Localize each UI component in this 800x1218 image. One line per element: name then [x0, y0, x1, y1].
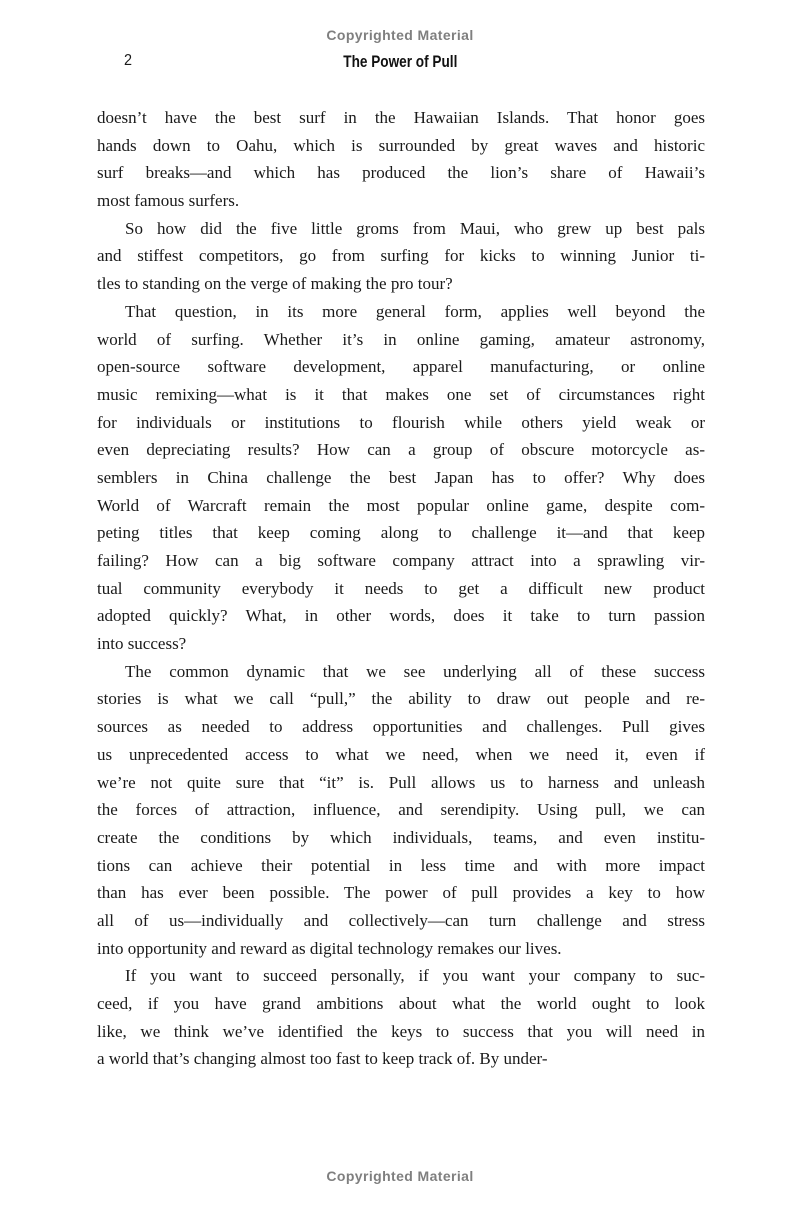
- text-line: open-source software development, apparel manufacturing, or online: [97, 357, 705, 377]
- page-number: 2: [124, 52, 133, 69]
- text-line: surf breaks—and which has produced the lion’s share of Hawaii’s: [97, 163, 705, 183]
- text-line: tles to standing on the verge of making the pro tour?: [97, 274, 453, 294]
- text-line: most famous surfers.: [97, 191, 240, 211]
- text-line: doesn’t have the best surf in the Hawaiian Islands. That honor goes: [97, 108, 705, 127]
- text-line: semblers in China challenge the best Japan has to offer? Why does: [97, 467, 705, 487]
- text-line: hands down to Oahu, which is surrounded by great waves and historic: [97, 135, 705, 155]
- text-line: and stiffest competitors, go from surfing for kicks to winning Junior ti-: [97, 246, 705, 266]
- text-line: even depreciating results? How can a group of obscure motorcycle as-: [97, 440, 705, 460]
- text-line: all of us—individually and collectively—can turn challenge and stress: [97, 910, 705, 930]
- text-line: tions can achieve their potential in less time and with more impact: [97, 855, 705, 875]
- text-line: adopted quickly? What, in other words, does it take to turn passion: [97, 606, 705, 626]
- text-line: ceed, if you have grand ambitions about what the world ought to look: [97, 994, 705, 1013]
- text-line: into opportunity and reward as digital technology remakes our lives.: [97, 938, 562, 958]
- text-line: That question, in its more general form, applies well beyond the: [125, 301, 705, 321]
- running-title-wrap: [0, 52, 800, 72]
- body-text: [97, 104, 705, 1073]
- copyright-notice-top: Copyrighted Material: [326, 27, 474, 43]
- running-title: The Power of Pull: [342, 52, 458, 71]
- text-line: world of surfing. Whether it’s in online gaming, amateur astronomy,: [97, 329, 705, 349]
- text-line: World of Warcraft remain the most popular online game, despite com-: [97, 495, 705, 515]
- text-line: stories is what we call “pull,” the ability to draw out people and re-: [97, 689, 705, 709]
- text-line: The common dynamic that we see underlying all of these success: [125, 661, 705, 681]
- text-line: tual community everybody it needs to get a difficult new product: [97, 578, 705, 598]
- text-line: for individuals or institutions to flourish while others yield weak or: [97, 412, 705, 432]
- text-line: music remixing—what is it that makes one set of circumstances right: [97, 384, 705, 404]
- text-line: peting titles that keep coming along to challenge it—and that keep: [97, 523, 705, 543]
- text-line: If you want to succeed personally, if you want your company to suc-: [125, 966, 705, 986]
- text-line: So how did the five little groms from Maui, who grew up best pals: [125, 218, 705, 238]
- copyright-notice-bottom: Copyrighted Material: [326, 1168, 474, 1184]
- text-line: us unprecedented access to what we need, when we need it, even if: [97, 744, 705, 764]
- text-line: like, we think we’ve identified the keys to success that you will need in: [97, 1021, 705, 1041]
- text-line: create the conditions by which individuals, teams, and even institu-: [97, 827, 705, 847]
- text-line: we’re not quite sure that “it” is. Pull allows us to harness and unleash: [97, 772, 705, 792]
- text-line: failing? How can a big software company attract into a sprawling vir-: [97, 551, 705, 570]
- text-line: than has ever been possible. The power of pull provides a key to how: [97, 883, 705, 903]
- text-line: a world that’s changing almost too fast to keep track of. By under-: [97, 1049, 548, 1069]
- text-line: into success?: [97, 634, 187, 654]
- text-line: the forces of attraction, influence, and serendipity. Using pull, we can: [97, 800, 705, 820]
- text-line: sources as needed to address opportunities and challenges. Pull gives: [97, 717, 705, 737]
- page-header: [0, 52, 800, 74]
